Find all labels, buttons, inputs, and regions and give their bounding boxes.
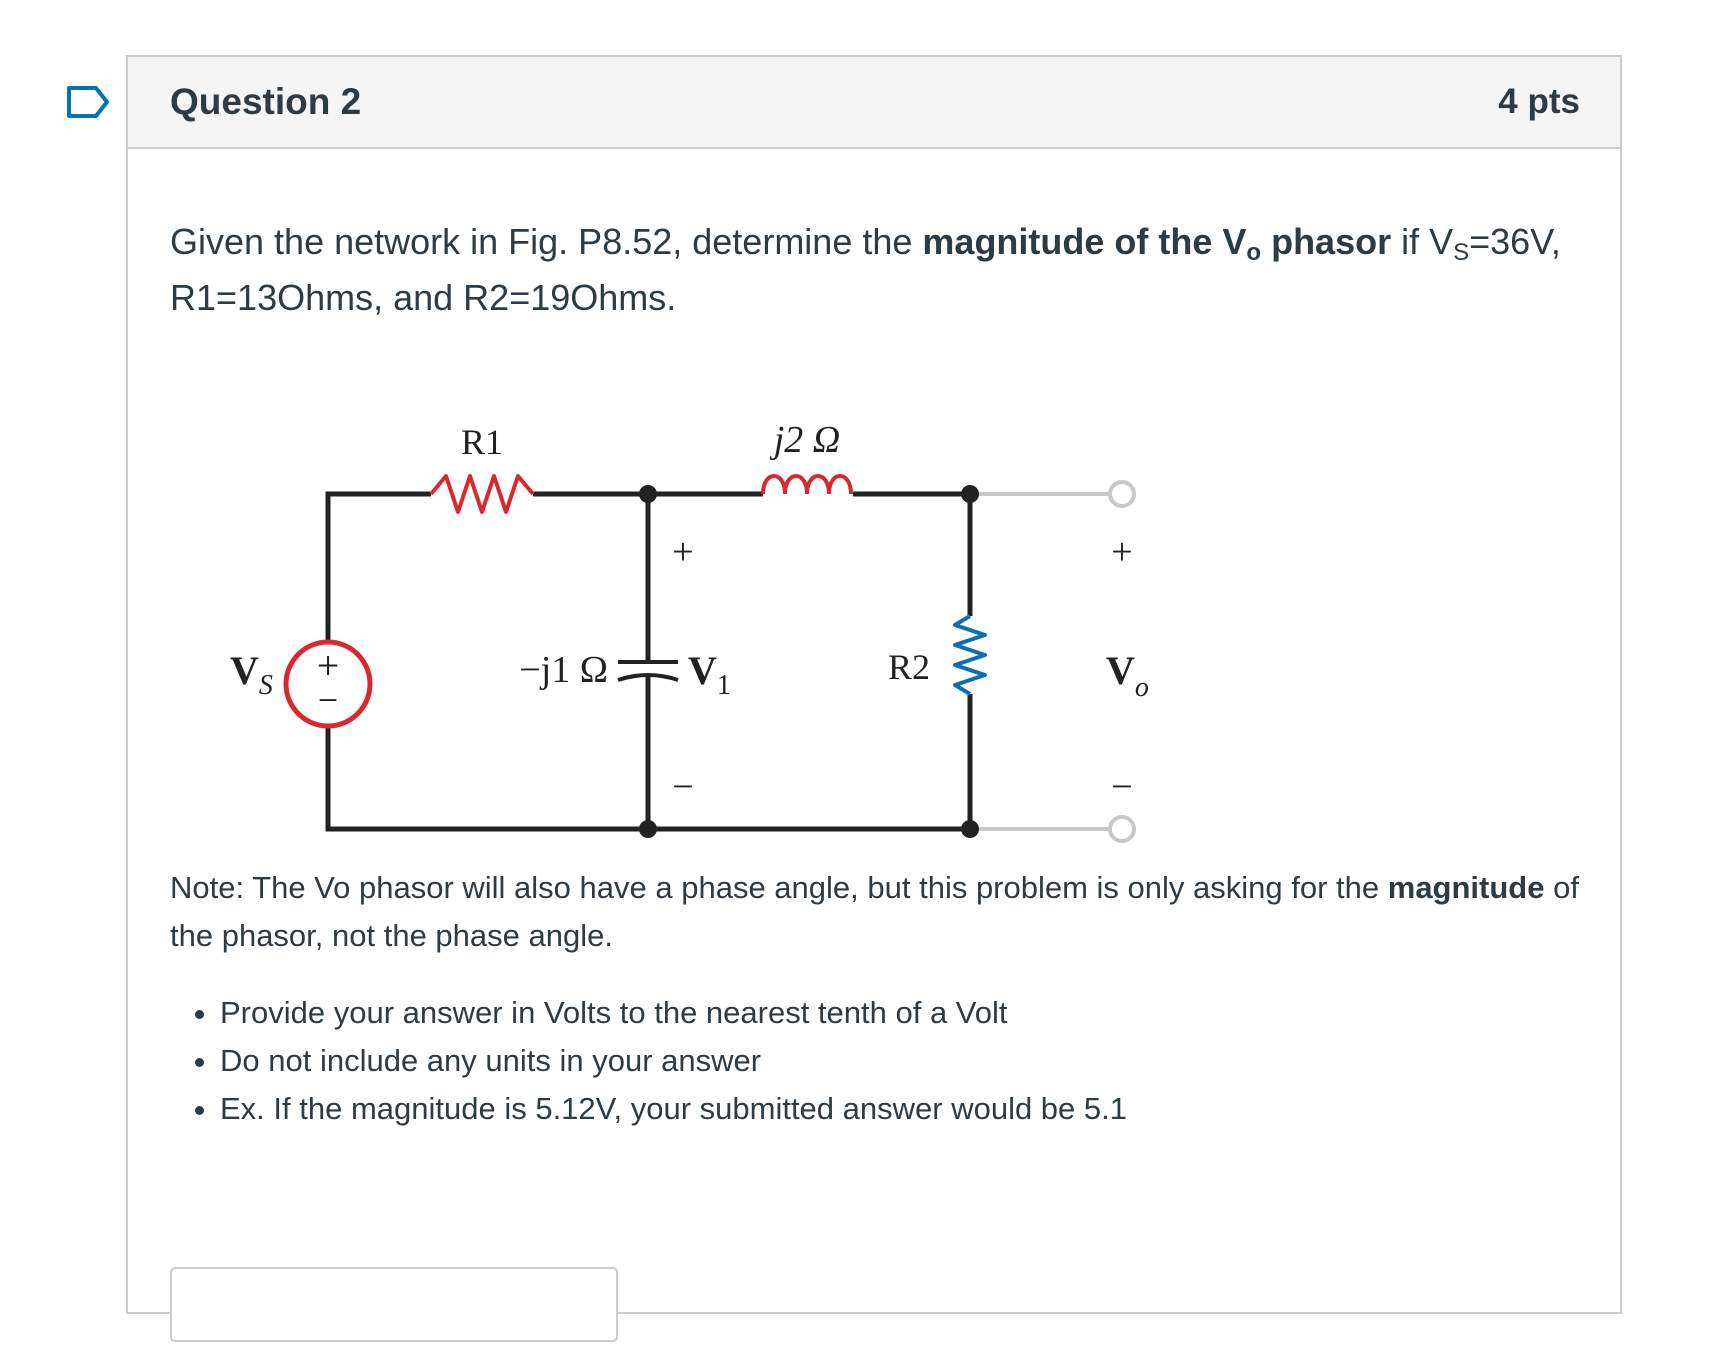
source-plus-sign: +: [316, 643, 340, 688]
answer-input[interactable]: [170, 1267, 618, 1342]
note-bold: magnitude: [1387, 870, 1545, 905]
question-points: 4 pts: [1498, 82, 1580, 121]
question-prompt: [170, 214, 1590, 326]
prompt-text-3: =36V, R1=13Ohms, and R2=19Ohms.: [170, 221, 1561, 318]
source-minus-sign: −: [317, 680, 339, 720]
v1-plus-sign: +: [672, 531, 694, 573]
prompt-text: Given the network in Fig. P8.52, determine the: [170, 221, 923, 262]
vo-plus-sign: +: [1111, 531, 1133, 573]
v1-label: $V_1$: [688, 648, 731, 701]
capacitor-label: −j1 Ω: [519, 649, 608, 691]
r1-label: R1: [460, 422, 504, 462]
flag-question-icon[interactable]: [66, 85, 110, 119]
question-card: [126, 55, 1622, 1314]
prompt-bold: magnitude of the $V_o$ phasor: [922, 221, 1392, 266]
vo-label: $V_o$: [1106, 648, 1149, 703]
question-title: Question 2: [170, 81, 362, 122]
r2-label: R2: [887, 647, 930, 687]
r2-resistor-icon: [955, 616, 985, 694]
vs-label: $V_S$: [230, 648, 273, 701]
prompt-text-2: if V: [1391, 221, 1454, 262]
circuit-diagram: [188, 344, 1388, 874]
vo-minus-sign: −: [1111, 766, 1133, 808]
terminal-wires: [970, 494, 1110, 829]
note-paragraph: Note: The Vo phasor will also have a phase angle, but this problem is only asking for the magnitude of the phasor, not the phase angle.: [170, 870, 1579, 953]
question-header: [128, 57, 1620, 149]
instructions-list: [170, 989, 1640, 1133]
inductor-icon: [763, 476, 851, 494]
list-item: • Provide your answer in Volts to the nearest tenth of a Volt: [220, 989, 1640, 1037]
list-item: • Do not include any units in your answer: [220, 1037, 1640, 1085]
r1-resistor-icon: [431, 476, 533, 512]
list-item: • Ex. If the magnitude is 5.12V, your submitted answer would be 5.1: [220, 1085, 1640, 1133]
inductor-label: j2 Ω: [773, 419, 841, 461]
prompt-sub-s: S: [1453, 239, 1470, 266]
v1-minus-sign: −: [672, 766, 694, 808]
